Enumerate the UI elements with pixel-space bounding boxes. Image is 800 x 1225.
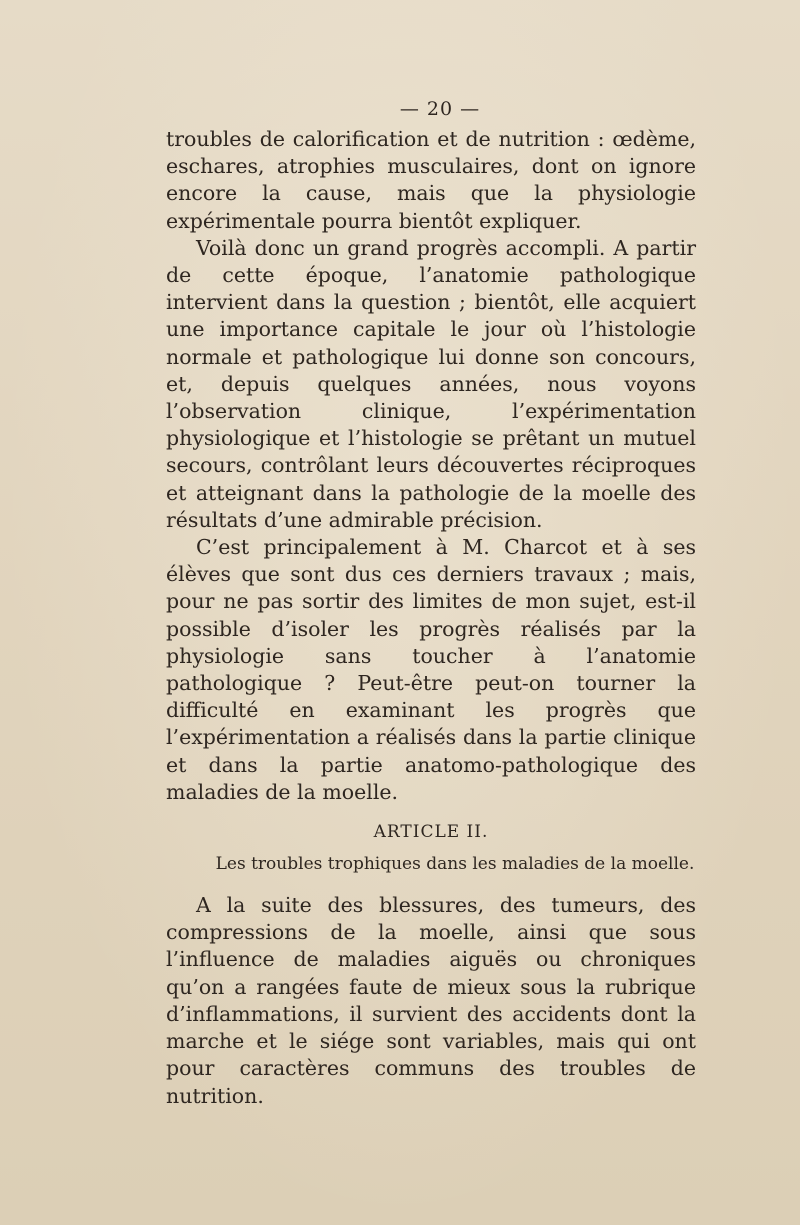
- article-heading: ARTICLE II.: [373, 822, 489, 843]
- paragraph-progress: Voilà donc un grand progrès accompli. A partir de cette époque, l’anatomie pathologique intervient dans la question ; bientôt, elle acquiert une importance capitale le jour où l’histologie normale et pathologique lui donne son concours, et, depuis quelques années, nous voyons l’observation clinique, l’expérimentation physiologique et l’histologie se prêtant un mutuel secours, contrôlant leurs découvertes réciproques et atteignant dans la pathologie de la moelle des résultats d’une admirable précision.: [166, 235, 696, 532]
- paragraph-troubles: A la suite des blessures, des tumeurs, des compressions de la moelle, ainsi que sous l’influence de maladies aiguës ou chroniques qu’on a rangées faute de mieux sous la rubrique d’inflammations, il survient des accidents dont la marche et le siége sont variables, mais qui ont pour caractères communs des troubles de nutrition.: [166, 893, 696, 1108]
- paragraph-continuation: troubles de calorification et de nutrition : œdème, eschares, atrophies musculaires, dont on ignore encore la cause, mais que la physiologie expérimentale pourra bientôt expliquer.: [166, 127, 696, 233]
- article-subtitle: Les troubles trophiques dans les maladies de la moelle.: [215, 854, 695, 875]
- paragraph-charcot: C’est principalement à M. Charcot et à ses élèves que sont dus ces derniers travaux ; mais, pour ne pas sortir des limites de mon sujet, est-il possible d’isoler les progrès réalisés par la physiologie sans toucher à l’anatomie pathologique ? Peut-être peut-on tourner la difficulté en examinant les progrès que l’expérimentation a réalisés dans la partie clinique et dans la partie anatomo-pathologique des maladies de la moelle.: [166, 535, 696, 804]
- text-block: [166, 126, 696, 1110]
- page-number: — 20 —: [399, 98, 481, 120]
